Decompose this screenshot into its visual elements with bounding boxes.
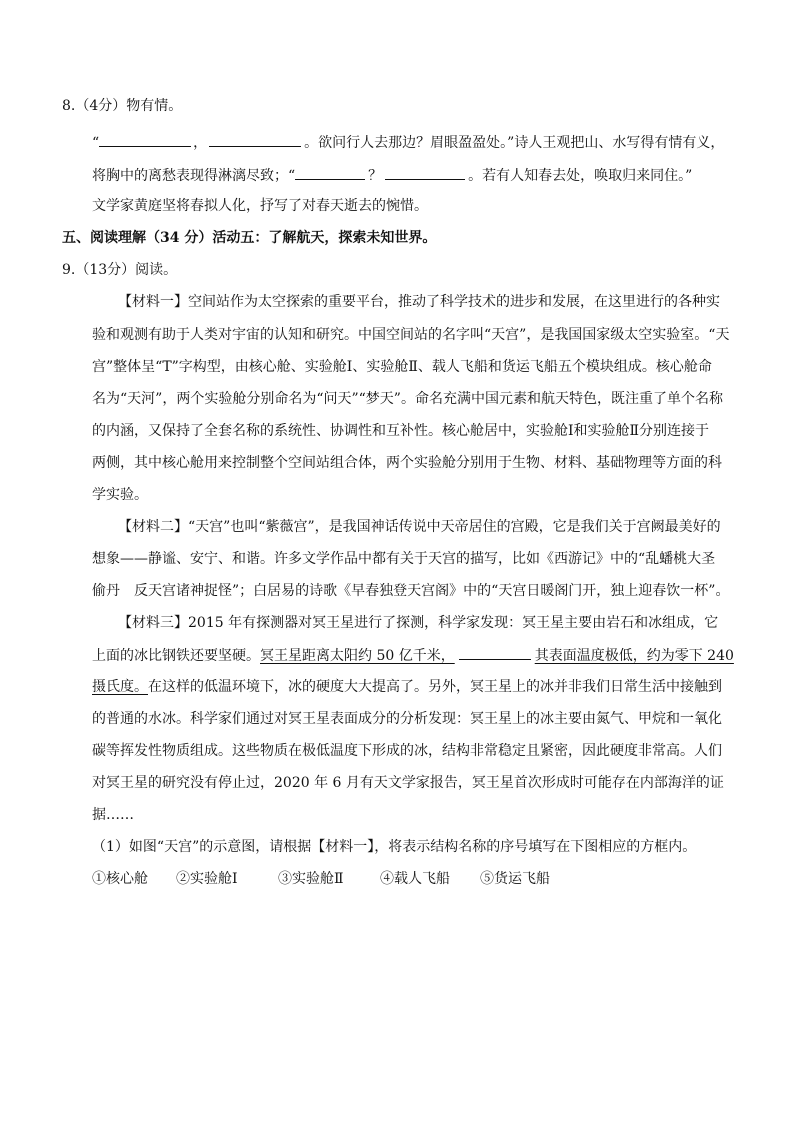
material1-line-1: 【材料一】空间站作为太空探索的重要平台，推动了科学技术的进步和发展，在这里进行的各种实 <box>118 294 720 310</box>
material3-underlined-temperature: 其表面温度极低，约为零下 240 <box>534 648 734 664</box>
material3-line-5: 碳等挥发性物质组成。这些物质在极低温度下形成的冰，结构非常稳定且紧密，因此硬度非常高。人们 <box>92 743 722 759</box>
option-cargo-spacecraft: ⑤货运飞船 <box>480 871 550 887</box>
material3-line-2-text: 上面的冰比钢铁还要坚硬。 <box>92 648 260 664</box>
q8-blank-3[interactable] <box>295 165 365 180</box>
material1-line-4: 名为“天河”，两个实验舱分别命名为“问天”“梦天”。命名充满中国元素和航天特色，既注重了单个名称 <box>92 391 723 407</box>
q8-line2 <box>92 165 692 186</box>
option-crewed-spacecraft: ④载人飞船 <box>380 871 450 887</box>
material2-line-1: 【材料二】“天宫”也叫“紫薇宫”，是我国神话传说中天帝居住的宫殿，它是我们关于宫阙最美好的 <box>118 519 721 535</box>
material3-line-6: 对冥王星的研究没有停止过，2020 年 6 月有天文学家报告，冥王星首次形成时可能存在内部海洋的证 <box>92 775 724 791</box>
material1-line-2: 验和观测有助于人类对宇宙的认知和研究。中国空间站的名字叫“天宫”，是我国国家级太空实验室。“天 <box>92 327 730 343</box>
option-lab-module-2: ③实验舱Ⅱ <box>278 871 344 887</box>
material1-line-3: 宫”整体呈“T”字构型，由核心舱、实验舱Ⅰ、实验舱Ⅱ、载人飞船和货运飞船五个模块组成。核心舱命 <box>92 359 712 375</box>
material3-line-4: 的普通的水冰。科学家们通过对冥王星表面成分的分析发现：冥王星上的冰主要由氮气、甲烷和一氧化 <box>92 711 722 727</box>
material3-underlined-degrees: 摄氏度。 <box>92 679 148 695</box>
material3-line-2 <box>92 645 734 666</box>
q8-line1 <box>92 132 724 153</box>
material3-line-3-text: 在这样的低温环境下，冰的硬度大大提高了。另外，冥王星上的冰并非我们日常生活中接触到 <box>148 679 722 695</box>
q8-number: 8.（4分）物有情。 <box>62 98 183 114</box>
q9-sub1-prompt: （1）如图“天宫”的示意图，请根据【材料一】，将表示结构名称的序号填写在下图相应的方框内。 <box>92 839 697 855</box>
material3-line-3 <box>92 677 722 697</box>
material1-line-7: 学实验。 <box>92 487 148 503</box>
q8-line1-comma: ， <box>193 135 208 151</box>
material2-line-3: 偷丹 反天宫诸神捉怪”；白居易的诗歌《早春独登天宫阁》中的“天宫日暖阁门开，独上迎春饮一杯”。 <box>92 583 730 599</box>
option-lab-module-1: ②实验舱Ⅰ <box>176 871 238 887</box>
q8-line3: 文学家黄庭坚将春拟人化，抒写了对春天逝去的惋惜。 <box>92 198 428 214</box>
q8-line2-tail: 。若有人知春去处，唤取归来同住。” <box>468 168 693 184</box>
q8-blank-1[interactable] <box>99 132 191 147</box>
material1-line-5: 的内涵，又保持了全套名称的系统性、协调性和互补性。核心舱居中，实验舱Ⅰ和实验舱Ⅱ分别连接于 <box>92 423 710 439</box>
q8-blank-4[interactable] <box>385 165 465 180</box>
q8-blank-2[interactable] <box>209 132 301 147</box>
material2-line-2: 想象——静谧、安宁、和谐。许多文学作品中都有关于天宫的描写，比如《西游记》中的“乱蟠桃大圣 <box>92 551 716 567</box>
q8-line1-text: 。欲问行人去那边？眉眼盈盈处。”诗人王观把山、水写得有情有义， <box>304 135 725 151</box>
option-core-module: ①核心舱 <box>92 871 148 887</box>
material3-line-1: 【材料三】2015 年有探测器对冥王星进行了探测，科学家发现：冥王星主要由岩石和冰组成，它 <box>118 615 719 631</box>
material3-underlined-distance: 冥王星距离太阳约 50 亿千米， <box>260 648 455 664</box>
q8-line2-qmark: ？ <box>368 168 383 184</box>
material1-line-6: 两侧，其中核心舱用来控制整个空间站组合体，两个实验舱分别用于生物、材料、基础物理等方面的科 <box>92 455 722 471</box>
q8-line1-open-quote: “ <box>92 135 100 151</box>
q9-number: 9.（13分）阅读。 <box>62 262 178 278</box>
material3-line-7: 据…… <box>92 807 134 823</box>
q8-line2-text: 将胸中的离愁表现得淋漓尽致；“ <box>92 168 296 184</box>
section-5-heading: 五、阅读理解（34 分）活动五：了解航天，探索未知世界。 <box>62 230 437 246</box>
q9-sub1-options <box>92 869 564 889</box>
material3-blank[interactable] <box>459 645 531 660</box>
